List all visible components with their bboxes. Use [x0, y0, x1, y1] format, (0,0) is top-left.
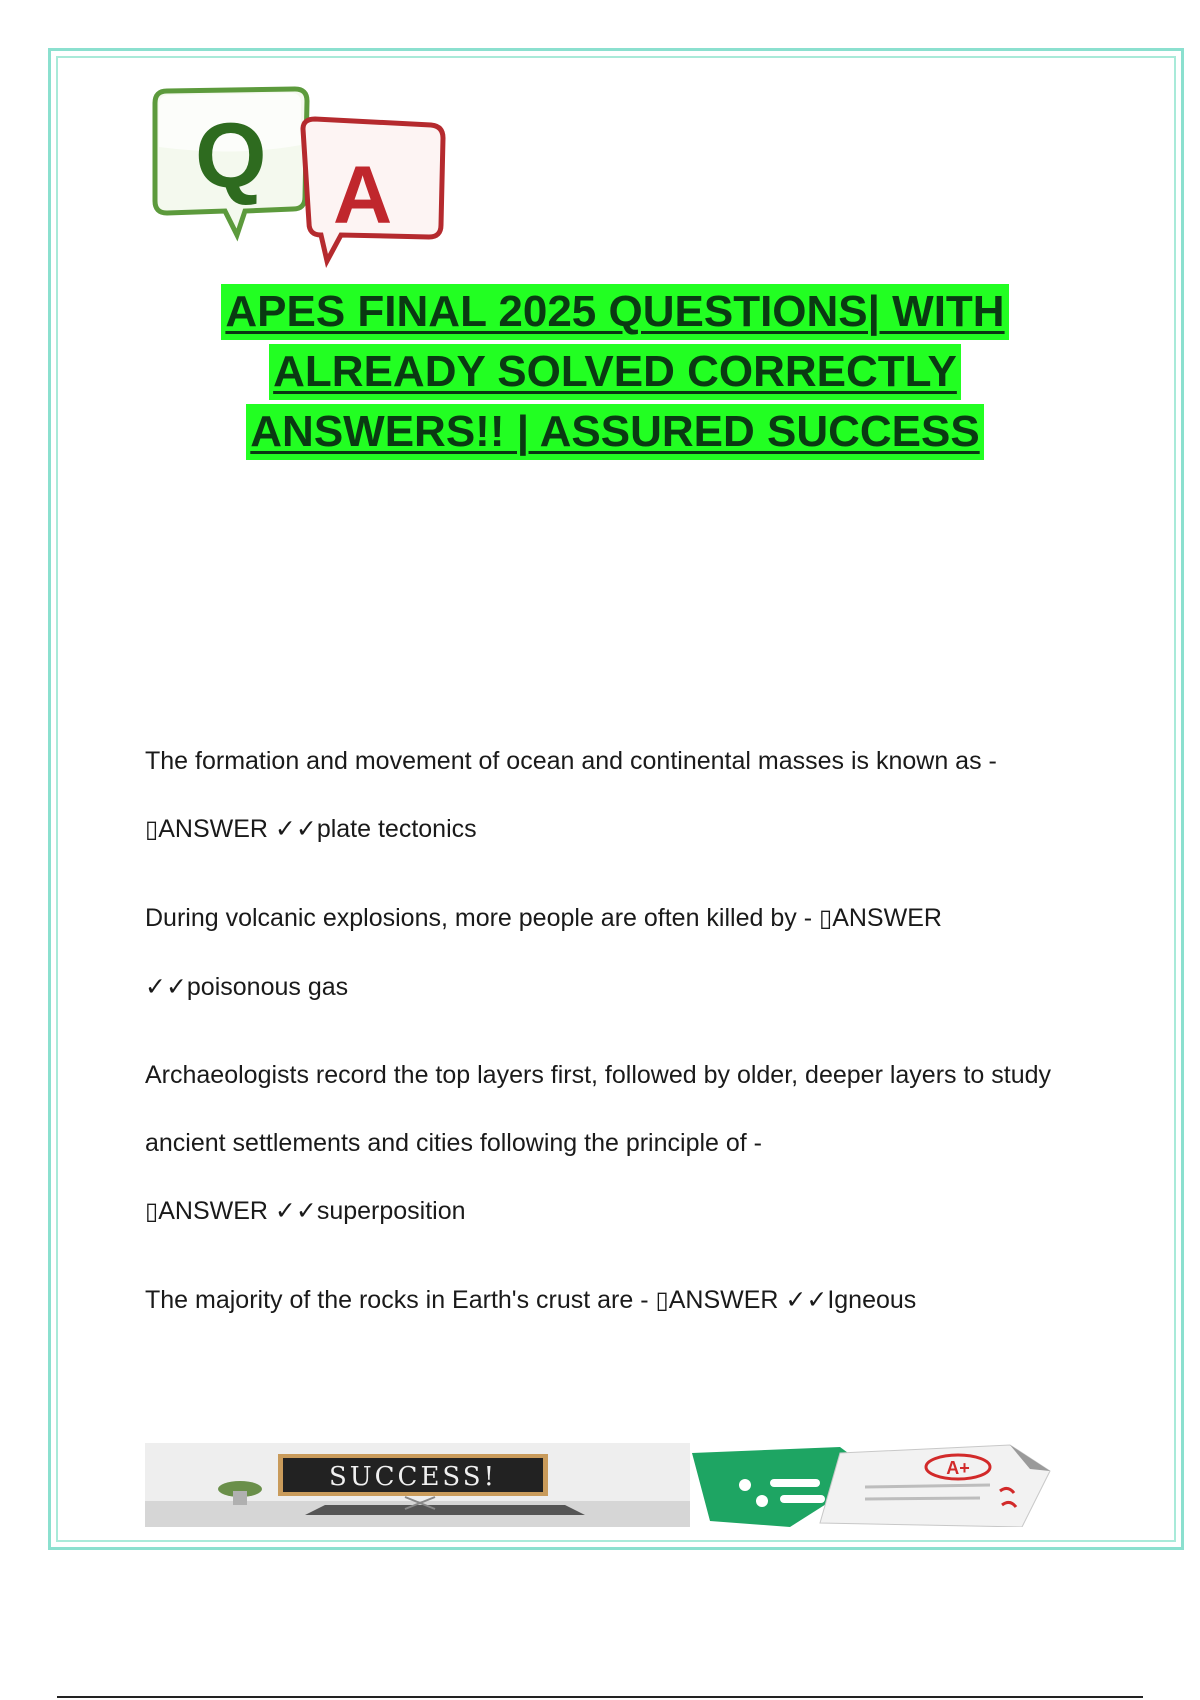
- answer-text: plate tectonics: [316, 815, 477, 843]
- answer-text: poisonous gas: [186, 973, 349, 1001]
- answer-label: ANSWER: [158, 1197, 275, 1225]
- checkmark-icon: ✓✓: [274, 1197, 317, 1225]
- qa-logo: [145, 85, 485, 285]
- title-line-1: APES FINAL 2025 QUESTIONS| WITH: [221, 284, 1008, 340]
- answer-marker-icon: ▯: [818, 905, 833, 932]
- footer-rule: [57, 1696, 1143, 1698]
- answer-label: ANSWER: [158, 815, 275, 843]
- checkmark-icon: ✓✓: [785, 1286, 828, 1314]
- a-letter: A: [333, 150, 393, 241]
- grade-sheet-image: [690, 1443, 1090, 1527]
- q-letter: Q: [195, 105, 267, 207]
- success-board-text: SUCCESS!: [328, 1462, 498, 1492]
- success-board-illustration: [145, 1443, 690, 1527]
- answer-marker-icon: ▯: [655, 1287, 669, 1314]
- answer-marker-icon: ▯: [145, 816, 159, 843]
- title-line-3: ANSWERS!! | ASSURED SUCCESS: [246, 404, 983, 460]
- qa-item: [145, 727, 1085, 864]
- title-line-2: ALREADY SOLVED CORRECTLY: [269, 344, 961, 400]
- question-text: The formation and movement of ocean and continental masses is known as -: [145, 747, 997, 775]
- checkmark-icon: ✓✓: [145, 973, 187, 1001]
- success-banner-image: [145, 1443, 690, 1527]
- answer-text: superposition: [316, 1197, 466, 1225]
- answer-label: ANSWER: [832, 904, 942, 932]
- grade-text: A+: [946, 1458, 970, 1478]
- grade-sheet-illustration: [690, 1443, 1090, 1527]
- qa-item: [145, 884, 1085, 1021]
- document-title: [120, 282, 1110, 462]
- answer-marker-icon: ▯: [145, 1198, 159, 1225]
- question-text: During volcanic explosions, more people are often killed by -: [145, 904, 819, 932]
- qa-item: [145, 1041, 1085, 1246]
- question-text: The majority of the rocks in Earth's crust are -: [145, 1286, 656, 1314]
- question-text: Archaeologists record the top layers first, followed by older, deeper layers to study ancient settlements and cities following the principle of -: [145, 1061, 1052, 1157]
- answer-label: ANSWER: [668, 1286, 786, 1314]
- checkmark-icon: ✓✓: [274, 815, 317, 843]
- qa-item: [145, 1266, 1085, 1335]
- qa-list: [145, 727, 1085, 1355]
- answer-text: Igneous: [827, 1286, 917, 1314]
